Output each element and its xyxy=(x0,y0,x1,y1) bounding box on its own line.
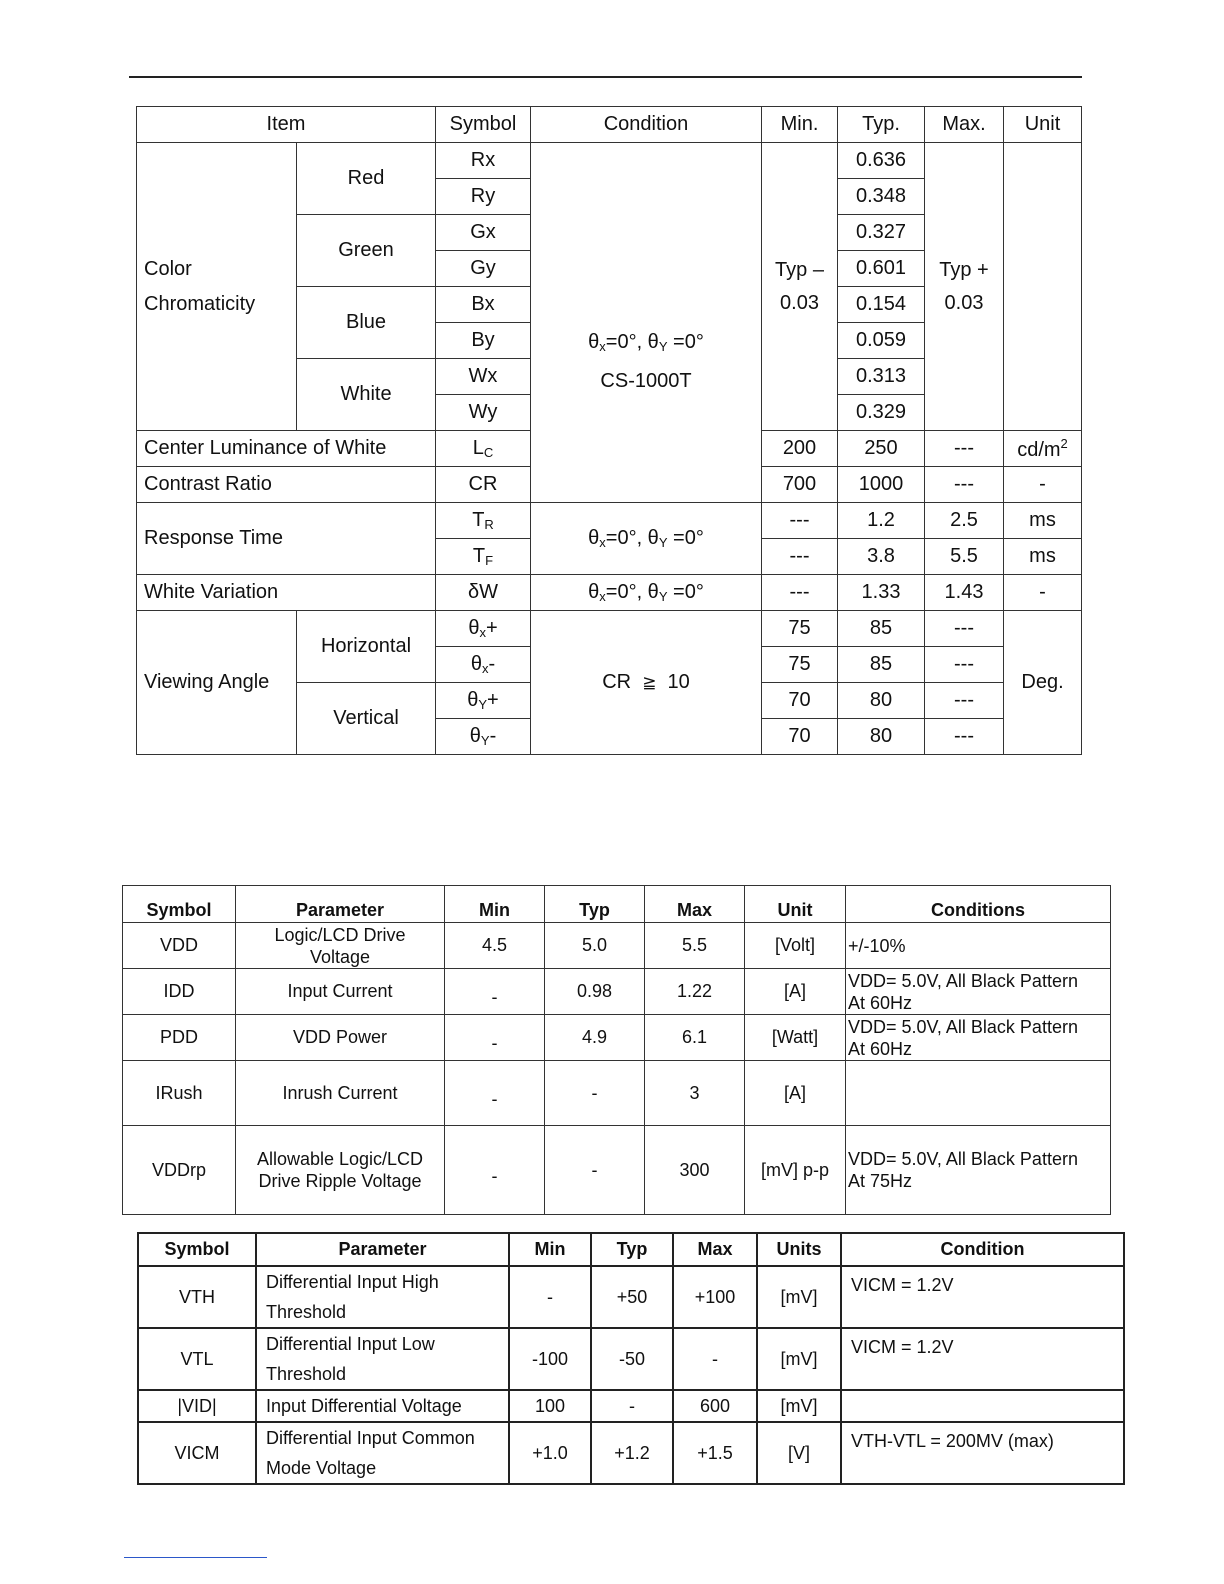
color-name: Red xyxy=(297,143,436,215)
header-cell: Units xyxy=(757,1233,841,1266)
unit-cell: [V] xyxy=(757,1422,841,1484)
parameter-cell xyxy=(256,1422,509,1484)
header-cell: Typ. xyxy=(838,107,925,143)
condition-cell xyxy=(841,1390,1124,1422)
unit-cell: ms xyxy=(1004,503,1082,539)
typ-cell: 1.33 xyxy=(838,575,925,611)
symbol-cell: Wx xyxy=(436,359,531,395)
typ-cell: 0.636 xyxy=(838,143,925,179)
table-row xyxy=(123,1126,1111,1215)
condition-cell xyxy=(846,969,1111,1015)
header-cell: Parameter xyxy=(236,886,445,923)
symbol-cell: δW xyxy=(436,575,531,611)
typ-cell: - xyxy=(591,1390,673,1422)
parameter-line: Drive Ripple Voltage xyxy=(258,1171,422,1191)
typ-cell: 4.9 xyxy=(545,1015,645,1061)
table-row xyxy=(138,1266,1124,1328)
min-cell xyxy=(445,1061,545,1126)
chromaticity-min xyxy=(762,143,838,431)
header-row xyxy=(137,107,1082,143)
table-row xyxy=(123,969,1111,1015)
symbol-cell: VICM xyxy=(138,1422,256,1484)
condition-cell xyxy=(846,1015,1111,1061)
max-cell: 300 xyxy=(645,1126,745,1215)
max-cell: --- xyxy=(925,719,1004,755)
unit-cell: [Volt] xyxy=(745,923,846,969)
typ-cell: 80 xyxy=(838,719,925,755)
symbol-cell: |VID| xyxy=(138,1390,256,1422)
condition-cell: VTH-VTL = 200MV (max) xyxy=(841,1422,1124,1484)
chromaticity-max xyxy=(925,143,1004,431)
max-cell: +100 xyxy=(673,1266,757,1328)
symbol-cell: Rx xyxy=(436,143,531,179)
parameter-line: Differential Input High xyxy=(266,1272,439,1292)
typ-cell: 0.348 xyxy=(838,179,925,215)
max-cell: --- xyxy=(925,431,1004,467)
symbol-cell: Bx xyxy=(436,287,531,323)
header-row xyxy=(138,1233,1124,1266)
symbol-cell: IDD xyxy=(123,969,236,1015)
chromaticity-item-line: Color xyxy=(144,257,192,280)
symbol-cell: VTH xyxy=(138,1266,256,1328)
typ-cell: -50 xyxy=(591,1328,673,1390)
unit-cell: [mV] xyxy=(757,1328,841,1390)
header-cell: Typ xyxy=(591,1233,673,1266)
header-cell: Max xyxy=(645,886,745,923)
unit-cell: - xyxy=(1004,467,1082,503)
header-cell: Symbol xyxy=(138,1233,256,1266)
min-cell: -100 xyxy=(509,1328,591,1390)
symbol-cell: $\theta_Y-$ xyxy=(436,719,531,755)
item-cell: Contrast Ratio xyxy=(137,467,436,503)
optical-characteristics-table xyxy=(136,106,1082,755)
parameter-cell: VDD Power xyxy=(236,1015,445,1061)
direction-name: Vertical xyxy=(297,683,436,755)
table-row xyxy=(123,1061,1111,1126)
unit-cell: [mV] xyxy=(757,1390,841,1422)
parameter-cell xyxy=(256,1328,509,1390)
typ-cell: 0.154 xyxy=(838,287,925,323)
symbol-cell: $L_C$ xyxy=(436,431,531,467)
typ-cell: - xyxy=(545,1126,645,1215)
typ-cell: 3.8 xyxy=(838,539,925,575)
max-cell: - xyxy=(673,1328,757,1390)
typ-cell: +1.2 xyxy=(591,1422,673,1484)
max-cell: 6.1 xyxy=(645,1015,745,1061)
min-cell xyxy=(445,1126,545,1215)
min-line: 0.03 xyxy=(780,291,819,314)
symbol-cell: CR xyxy=(436,467,531,503)
typ-cell: 0.059 xyxy=(838,323,925,359)
min-cell: 700 xyxy=(762,467,838,503)
header-cell: Condition xyxy=(841,1233,1124,1266)
parameter-line: Allowable Logic/LCD xyxy=(256,1149,424,1169)
min-cell: 100 xyxy=(509,1390,591,1422)
min-cell: 70 xyxy=(762,683,838,719)
unit-cell: ms xyxy=(1004,539,1082,575)
header-cell: Symbol xyxy=(436,107,531,143)
typ-cell: +50 xyxy=(591,1266,673,1328)
symbol-cell: VDD xyxy=(123,923,236,969)
table-row xyxy=(137,611,1082,647)
unit-cell: [Watt] xyxy=(745,1015,846,1061)
header-cell: Unit xyxy=(745,886,846,923)
condition-line: At 60Hz xyxy=(848,1038,913,1059)
parameter-line: Mode Voltage xyxy=(266,1458,377,1478)
item-cell: White Variation xyxy=(137,575,436,611)
unit-cell: [A] xyxy=(745,1061,846,1126)
condition-cell: $\theta_x=0^\circ$, $\theta_Y =0^\circ$ xyxy=(531,503,762,575)
header-cell: Parameter xyxy=(256,1233,509,1266)
max-cell: +1.5 xyxy=(673,1422,757,1484)
unit-cell: [mV] p-p xyxy=(745,1126,846,1215)
header-row xyxy=(123,886,1111,923)
parameter-cell: Input Differential Voltage xyxy=(256,1390,509,1422)
header-cell: Max. xyxy=(925,107,1004,143)
typ-cell: - xyxy=(545,1061,645,1126)
header-cell: Typ xyxy=(545,886,645,923)
typ-cell: 0.329 xyxy=(838,395,925,431)
table-row xyxy=(138,1390,1124,1422)
symbol-cell: $\theta_x-$ xyxy=(436,647,531,683)
typ-cell: 1.2 xyxy=(838,503,925,539)
min-cell: 75 xyxy=(762,647,838,683)
item-cell: Response Time xyxy=(137,503,436,575)
parameter-line: Threshold xyxy=(266,1364,347,1384)
max-cell: 2.5 xyxy=(925,503,1004,539)
max-cell: 1.22 xyxy=(645,969,745,1015)
max-line: Typ + xyxy=(939,258,989,281)
parameter-cell: Input Current xyxy=(236,969,445,1015)
color-name: Blue xyxy=(297,287,436,359)
max-cell: 1.43 xyxy=(925,575,1004,611)
symbol-cell: $\theta_Y+$ xyxy=(436,683,531,719)
chromaticity-unit xyxy=(1004,143,1082,431)
min-cell: --- xyxy=(762,539,838,575)
table-row xyxy=(137,143,1082,179)
item-cell: Viewing Angle xyxy=(137,611,297,755)
min-cell: - xyxy=(509,1266,591,1328)
symbol-cell: VDDrp xyxy=(123,1126,236,1215)
condition-line: VDD= 5.0V, All Black Pattern xyxy=(848,970,1078,991)
max-cell: 5.5 xyxy=(925,539,1004,575)
max-cell: 3 xyxy=(645,1061,745,1126)
typ-cell: 0.313 xyxy=(838,359,925,395)
parameter-line: Logic/LCD Drive xyxy=(274,924,406,945)
symbol-cell: VTL xyxy=(138,1328,256,1390)
min-cell: 75 xyxy=(762,611,838,647)
min-cell: --- xyxy=(762,503,838,539)
header-rule xyxy=(129,76,1082,78)
chromaticity-condition xyxy=(531,143,762,503)
typ-cell: 0.98 xyxy=(545,969,645,1015)
table-row xyxy=(138,1328,1124,1390)
symbol-cell: $T_F$ xyxy=(436,539,531,575)
condition-cell: VICM = 1.2V xyxy=(841,1328,1124,1390)
min-cell: 4.5 xyxy=(445,923,545,969)
min-value: - xyxy=(491,987,498,1007)
power-characteristics-table xyxy=(122,885,1111,1215)
parameter-cell xyxy=(236,1126,445,1215)
header-cell: Item xyxy=(137,107,436,143)
max-cell: 600 xyxy=(673,1390,757,1422)
header-cell: Min xyxy=(509,1233,591,1266)
typ-cell: 5.0 xyxy=(545,923,645,969)
condition-cell: +/-10% xyxy=(846,923,1111,969)
max-cell: --- xyxy=(925,647,1004,683)
parameter-cell xyxy=(256,1266,509,1328)
symbol-cell: PDD xyxy=(123,1015,236,1061)
symbol-cell: $\theta_x+$ xyxy=(436,611,531,647)
header-cell: Unit xyxy=(1004,107,1082,143)
table-row xyxy=(138,1422,1124,1484)
typ-cell: 80 xyxy=(838,683,925,719)
parameter-line: Differential Input Common xyxy=(266,1428,475,1448)
symbol-cell: $T_R$ xyxy=(436,503,531,539)
max-line: 0.03 xyxy=(944,291,984,314)
color-name: Green xyxy=(297,215,436,287)
symbol-cell: Wy xyxy=(436,395,531,431)
unit-cell: [mV] xyxy=(757,1266,841,1328)
condition-line: $\theta_x=0^\circ$, $\theta_Y =0^\circ$ xyxy=(588,331,704,354)
min-value: - xyxy=(491,1088,498,1109)
min-cell xyxy=(445,969,545,1015)
min-cell xyxy=(445,1015,545,1061)
min-cell: +1.0 xyxy=(509,1422,591,1484)
unit-cell: $cd/m^2$ xyxy=(1004,431,1082,467)
header-cell: Min xyxy=(445,886,545,923)
color-name: White xyxy=(297,359,436,431)
chromaticity-item-line: Chromaticity xyxy=(144,292,256,315)
table-row xyxy=(123,923,1111,969)
min-value: - xyxy=(491,1165,498,1186)
parameter-cell: Inrush Current xyxy=(236,1061,445,1126)
min-value: - xyxy=(491,1033,498,1053)
symbol-cell: Gy xyxy=(436,251,531,287)
chromaticity-item xyxy=(137,143,297,431)
typ-cell: 0.327 xyxy=(838,215,925,251)
unit-cell: - xyxy=(1004,575,1082,611)
footer-link-rule xyxy=(124,1557,267,1558)
symbol-cell: Gx xyxy=(436,215,531,251)
typ-cell: 85 xyxy=(838,611,925,647)
symbol-cell: IRush xyxy=(123,1061,236,1126)
condition-cell xyxy=(846,1126,1111,1215)
parameter-line: Threshold xyxy=(266,1302,347,1322)
header-cell: Symbol xyxy=(123,886,236,923)
unit-cell: Deg. xyxy=(1004,611,1082,755)
symbol-cell: Ry xyxy=(436,179,531,215)
condition-cell xyxy=(846,1061,1111,1126)
parameter-cell xyxy=(236,923,445,969)
table-row xyxy=(137,575,1082,611)
condition-line: At 75Hz xyxy=(848,1171,913,1191)
min-cell: --- xyxy=(762,575,838,611)
condition-line: CS-1000T xyxy=(600,370,692,392)
condition-cell: VICM = 1.2V xyxy=(841,1266,1124,1328)
condition-cell: CR ≧ 10 xyxy=(531,611,762,755)
typ-cell: 1000 xyxy=(838,467,925,503)
min-cell: 200 xyxy=(762,431,838,467)
condition-line: VDD= 5.0V, All Black Pattern xyxy=(848,1016,1078,1037)
header-cell: Max xyxy=(673,1233,757,1266)
typ-cell: 250 xyxy=(838,431,925,467)
lvds-characteristics-table xyxy=(137,1232,1125,1485)
parameter-line: Differential Input Low xyxy=(266,1334,435,1354)
symbol-cell: By xyxy=(436,323,531,359)
max-cell: 5.5 xyxy=(645,923,745,969)
min-cell: 70 xyxy=(762,719,838,755)
condition-line: VDD= 5.0V, All Black Pattern xyxy=(848,1149,1078,1169)
table-row xyxy=(123,1015,1111,1061)
direction-name: Horizontal xyxy=(297,611,436,683)
header-cell: Conditions xyxy=(846,886,1111,923)
parameter-line: Voltage xyxy=(309,946,371,967)
max-cell: --- xyxy=(925,683,1004,719)
item-cell: Center Luminance of White xyxy=(137,431,436,467)
header-cell: Condition xyxy=(531,107,762,143)
min-line: Typ – xyxy=(775,258,824,281)
condition-line: At 60Hz xyxy=(848,992,913,1013)
max-cell: --- xyxy=(925,467,1004,503)
unit-cell: [A] xyxy=(745,969,846,1015)
condition-cell: $\theta_x=0^\circ$, $\theta_Y =0^\circ$ xyxy=(531,575,762,611)
table-row xyxy=(137,503,1082,539)
header-cell: Min. xyxy=(762,107,838,143)
typ-cell: 0.601 xyxy=(838,251,925,287)
typ-cell: 85 xyxy=(838,647,925,683)
max-cell: --- xyxy=(925,611,1004,647)
